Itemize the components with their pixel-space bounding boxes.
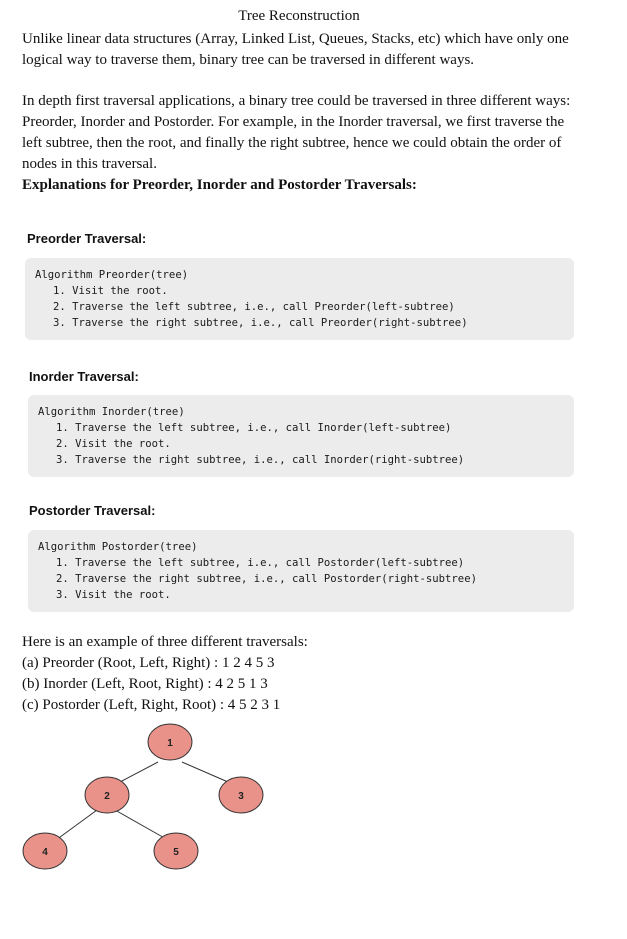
tree-node-5 [154,833,198,869]
explanations-heading: Explanations for Preorder, Inorder and Postorder Traversals: [22,177,417,193]
tree-node-3 [219,777,263,813]
page-title: Tree Reconstruction [238,8,360,24]
tree-node-label: 3 [238,791,244,802]
postorder-code-block [28,530,574,612]
inorder-step: 3. Traverse the right subtree, i.e., call Inorder(right-subtree) [56,454,465,466]
preorder-step: 2. Traverse the left subtree, i.e., call Preorder(left-subtree) [53,301,455,313]
traversal-example [22,632,308,716]
preorder-code-block [25,258,574,340]
edge-2-4 [56,810,97,840]
postorder-heading: Postorder Traversal: [29,503,156,518]
edge-2-5 [115,810,168,840]
tree-node-label: 2 [104,791,110,802]
inorder-heading: Inorder Traversal: [29,369,139,384]
preorder-algorithm-line: Algorithm Preorder(tree) [35,269,189,281]
inorder-step: 1. Traverse the left subtree, i.e., call Inorder(left-subtree) [56,422,452,434]
postorder-step: 1. Traverse the left subtree, i.e., call Postorder(left-subtree) [56,557,465,569]
tree-node-label: 1 [167,738,173,749]
example-inorder: (b) Inorder (Left, Root, Right) : 4 2 5 1 3 [22,676,268,692]
tree-node-1 [148,724,192,760]
postorder-step: 2. Traverse the right subtree, i.e., call Postorder(right-subtree) [56,573,477,585]
intro-paragraph: Unlike linear data structures (Array, Linked List, Queues, Stacks, etc) which have only one logical way to traverse them, binary tree can be traversed in different ways. [22,31,569,68]
tree-node-4 [23,833,67,869]
tree-node-2 [85,777,129,813]
binary-tree-diagram [0,720,300,880]
postorder-algorithm-line: Algorithm Postorder(tree) [38,541,198,553]
preorder-step: 1. Visit the root. [53,285,168,297]
preorder-step: 3. Traverse the right subtree, i.e., call Preorder(right-subtree) [53,317,468,329]
postorder-step: 3. Visit the root. [56,589,171,601]
depth-first-paragraph: In depth first traversal applications, a binary tree could be traversed in three different ways: Preorder, Inorder and Postorder. For example, in the Inorder traversal, we first traverse the left subtree, then the root, and finally the right subtree, hence we could obtain the order of nodes in this traversal. [22,93,571,172]
inorder-step: 2. Visit the root. [56,438,171,450]
tree-node-label: 5 [173,847,179,858]
preorder-heading: Preorder Traversal: [27,231,147,246]
example-postorder: (c) Postorder (Left, Right, Root) : 4 5 2 3 1 [22,697,281,713]
example-intro: Here is an example of three different traversals: [22,634,308,650]
edge-1-3 [182,762,228,782]
example-preorder: (a) Preorder (Root, Left, Right) : 1 2 4 5 3 [22,655,275,671]
tree-node-label: 4 [42,847,48,858]
edge-1-2 [120,762,158,782]
inorder-algorithm-line: Algorithm Inorder(tree) [38,406,185,418]
inorder-code-block [28,395,574,477]
